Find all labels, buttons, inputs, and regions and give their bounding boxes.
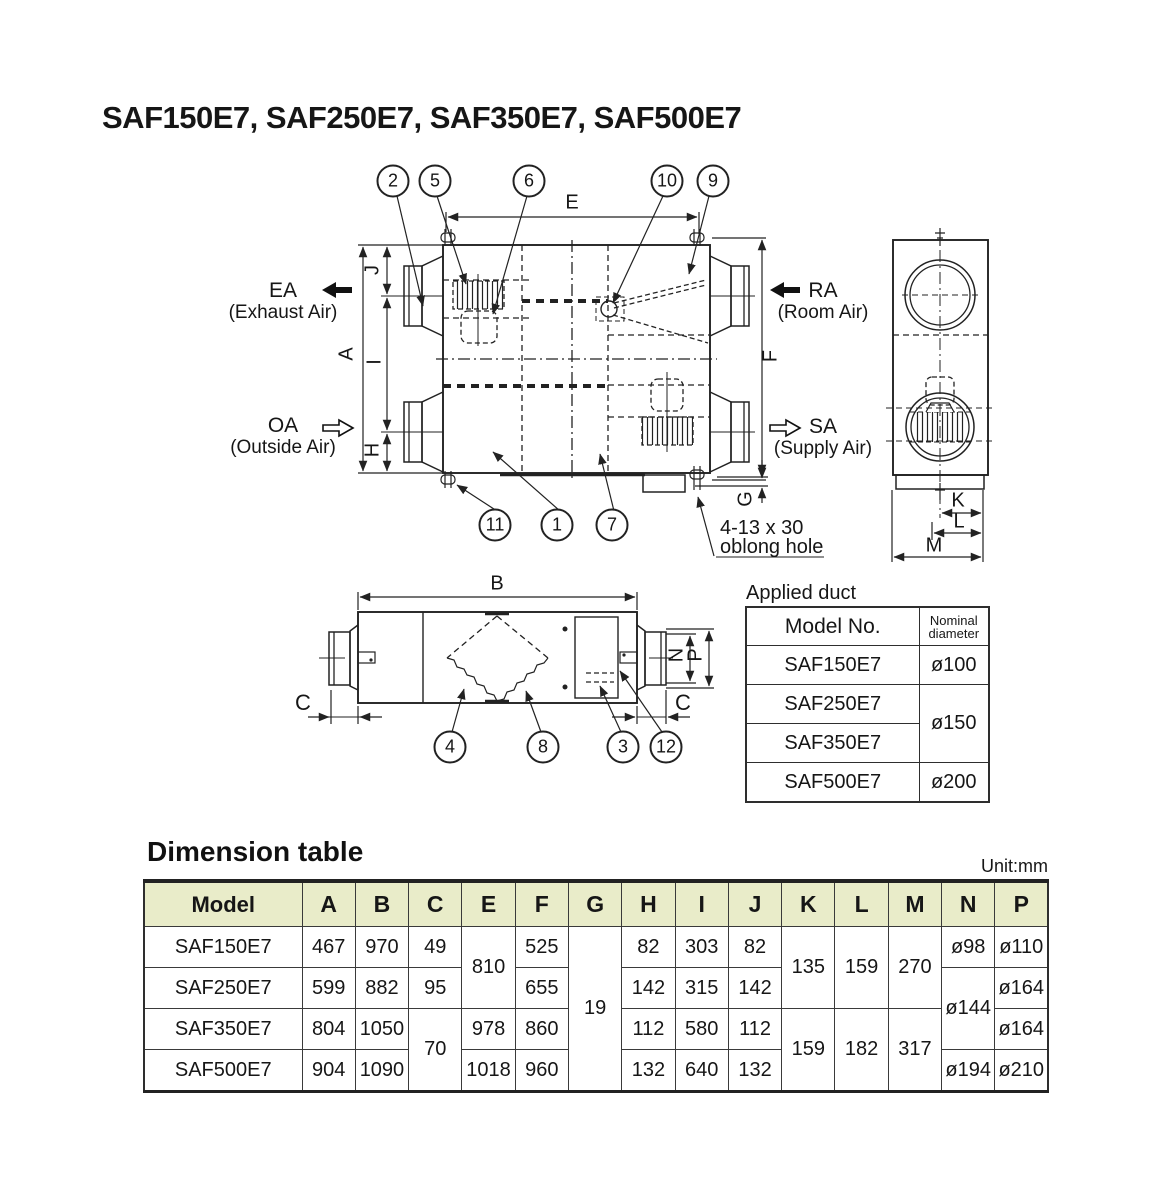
label-supply-air — [763, 416, 883, 460]
cell-f: 960 — [515, 1050, 568, 1092]
cell-model: SAF150E7 — [144, 927, 302, 968]
col-header-k: K — [782, 881, 835, 927]
dim-label-c-right: C — [675, 690, 691, 715]
applied-duct-diameter: ø100 — [919, 646, 989, 685]
applied-duct-table — [745, 606, 990, 803]
applied-duct-header-diameter: Nominal diameter — [919, 607, 989, 646]
callout-5: 5 — [419, 165, 452, 198]
col-header-m: M — [888, 881, 941, 927]
col-header-p: P — [995, 881, 1048, 927]
cell-i: 315 — [675, 968, 728, 1009]
cell-m: 317 — [888, 1009, 941, 1092]
dim-label-l: L — [953, 510, 965, 533]
cell-a: 804 — [302, 1009, 355, 1050]
cell-k: 135 — [782, 927, 835, 1009]
dim-label-b: B — [490, 572, 504, 595]
label-outside-air — [218, 415, 348, 459]
dim-label-p: P — [684, 648, 707, 662]
cell-j: 132 — [728, 1050, 781, 1092]
dim-label-a: A — [335, 347, 358, 361]
cell-b: 882 — [355, 968, 408, 1009]
cell-i: 580 — [675, 1009, 728, 1050]
cell-h: 142 — [622, 968, 675, 1009]
applied-duct-diameter: ø150 — [919, 685, 989, 763]
label-sa-sub: (Supply Air) — [773, 438, 873, 459]
dimension-table-title: Dimension table — [147, 836, 364, 867]
cell-l: 159 — [835, 927, 888, 1009]
callout-9: 9 — [697, 165, 730, 198]
cell-j: 142 — [728, 968, 781, 1009]
oblong-hole-note — [720, 519, 823, 557]
dim-label-i: I — [363, 359, 386, 365]
cell-m: 270 — [888, 927, 941, 1009]
dim-label-j: J — [361, 265, 384, 275]
dim-label-c-left: C — [295, 690, 311, 715]
bottom-view-drawing — [308, 592, 714, 732]
cell-c: 49 — [409, 927, 462, 968]
label-oa: OA — [267, 414, 299, 437]
cell-p: ø164 — [995, 1009, 1048, 1050]
cell-e: 810 — [462, 927, 515, 1009]
col-header-b: B — [355, 881, 408, 927]
label-ea: EA — [268, 279, 297, 302]
callout-6: 6 — [513, 165, 546, 198]
applied-duct-model: SAF500E7 — [746, 763, 919, 803]
callout-3: 3 — [607, 731, 640, 764]
col-header-i: I — [675, 881, 728, 927]
dim-label-g: G — [734, 491, 757, 507]
cell-b: 1050 — [355, 1009, 408, 1050]
dimension-table — [143, 879, 1049, 1093]
label-exhaust-air — [218, 280, 348, 324]
callout-10: 10 — [651, 165, 684, 198]
callout-2: 2 — [377, 165, 410, 198]
cell-h: 132 — [622, 1050, 675, 1092]
dim-label-e: E — [565, 191, 579, 214]
dim-label-m: M — [925, 534, 943, 557]
label-oa-sub: (Outside Air) — [230, 437, 336, 458]
cell-a: 467 — [302, 927, 355, 968]
cell-h: 112 — [622, 1009, 675, 1050]
applied-duct-title: Applied duct — [746, 582, 857, 604]
cell-n: ø144 — [942, 968, 995, 1050]
cell-j: 82 — [728, 927, 781, 968]
callout-12: 12 — [650, 731, 683, 764]
col-header-j: J — [728, 881, 781, 927]
unit-label: Unit:mm — [981, 856, 1048, 876]
col-header-e: E — [462, 881, 515, 927]
callout-7: 7 — [596, 509, 629, 542]
cell-b: 970 — [355, 927, 408, 968]
applied-duct-model: SAF350E7 — [746, 724, 919, 763]
cell-c: 95 — [409, 968, 462, 1009]
cell-p: ø164 — [995, 968, 1048, 1009]
label-ra: RA — [808, 279, 838, 302]
cell-f: 655 — [515, 968, 568, 1009]
cell-f: 525 — [515, 927, 568, 968]
cell-model: SAF350E7 — [144, 1009, 302, 1050]
page-title: SAF150E7, SAF250E7, SAF350E7, SAF500E7 — [102, 100, 742, 135]
dim-label-k: K — [951, 489, 965, 512]
cell-model: SAF250E7 — [144, 968, 302, 1009]
col-header-n: N — [942, 881, 995, 927]
applied-duct-diameter: ø200 — [919, 763, 989, 803]
cell-p: ø210 — [995, 1050, 1048, 1092]
label-ra-sub: (Room Air) — [777, 302, 869, 323]
col-header-g: G — [568, 881, 621, 927]
cell-i: 303 — [675, 927, 728, 968]
cell-l: 182 — [835, 1009, 888, 1092]
label-sa: SA — [808, 415, 837, 438]
callout-1: 1 — [541, 509, 574, 542]
cell-b: 1090 — [355, 1050, 408, 1092]
oblong-hole-note-line2: oblong hole — [720, 536, 824, 558]
col-header-c: C — [409, 881, 462, 927]
cell-c: 70 — [409, 1009, 462, 1092]
cell-a: 599 — [302, 968, 355, 1009]
dimension-table-header-row — [144, 881, 1048, 927]
applied-duct-model: SAF250E7 — [746, 685, 919, 724]
cell-e: 1018 — [462, 1050, 515, 1092]
col-header-a: A — [302, 881, 355, 927]
cell-n: ø194 — [942, 1050, 995, 1092]
cell-g: 19 — [568, 927, 621, 1092]
cell-f: 860 — [515, 1009, 568, 1050]
col-header-h: H — [622, 881, 675, 927]
dim-label-n: N — [665, 647, 688, 663]
oblong-hole-note-line1: 4-13 x 30 — [720, 517, 804, 539]
cell-j: 112 — [728, 1009, 781, 1050]
cell-h: 82 — [622, 927, 675, 968]
cell-a: 904 — [302, 1050, 355, 1092]
cell-i: 640 — [675, 1050, 728, 1092]
callout-11: 11 — [479, 509, 512, 542]
label-room-air — [763, 280, 883, 324]
col-header-model: Model — [144, 881, 302, 927]
cell-model: SAF500E7 — [144, 1050, 302, 1092]
applied-duct-model: SAF150E7 — [746, 646, 919, 685]
callout-4: 4 — [434, 731, 467, 764]
label-ea-sub: (Exhaust Air) — [228, 302, 338, 323]
dim-label-f: F — [759, 349, 782, 363]
applied-duct-header-model: Model No. — [746, 607, 919, 646]
callout-8: 8 — [527, 731, 560, 764]
col-header-f: F — [515, 881, 568, 927]
cell-n: ø98 — [942, 927, 995, 968]
table-row-saf150e7 — [144, 927, 1048, 968]
dim-label-h: H — [361, 442, 384, 458]
cell-e: 978 — [462, 1009, 515, 1050]
cell-p: ø110 — [995, 927, 1048, 968]
col-header-l: L — [835, 881, 888, 927]
side-view-drawing — [886, 228, 994, 562]
cell-k: 159 — [782, 1009, 835, 1092]
